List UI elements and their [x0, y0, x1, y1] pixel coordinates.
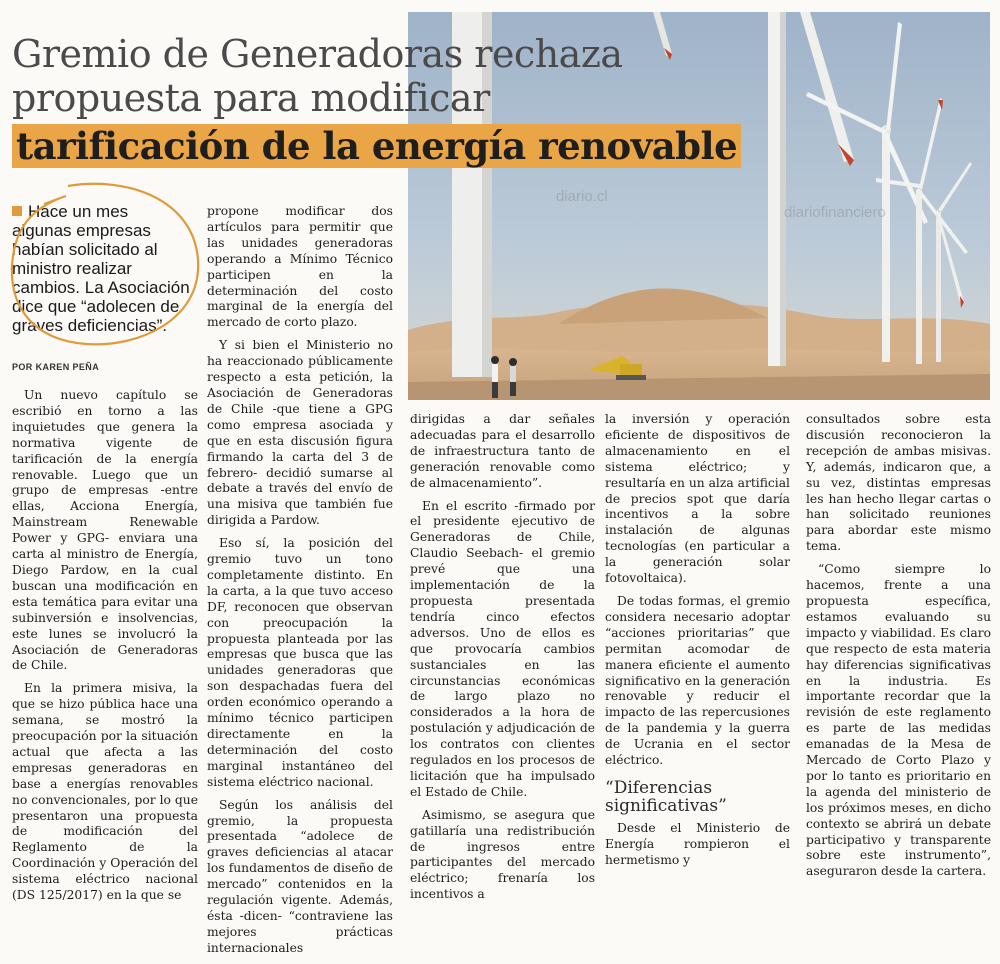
headline-line-2: propuesta para modificar: [12, 76, 490, 120]
paragraph: Asimismo, se asegura que gatillaría una redistribución de ingresos entre participantes del mercado eléctrico; frenaría los incentivos a: [410, 807, 595, 902]
paragraph: Y si bien el Ministerio no ha reaccionado públicamente respecto a esta petición, la Asociación de Generadoras de Chile -que tiene a GPG como empresa asociada y que en esta discusión figura firmando la carta del 3 de febrero- decidió sumarse al debate a través del envío de una misiva que también fue dirigida a Pardow.: [207, 338, 393, 528]
article-column-3: [410, 412, 595, 910]
deck-text: Hace un mes algunas empresas habían solicitado al ministro realizar cambios. La Asociación dice que “adolecen de graves deficiencias”.: [12, 202, 190, 335]
bullet-square-icon: [12, 206, 22, 216]
paragraph: En la primera misiva, la que se hizo pública hace una semana, se mostró la preocupación por la situación actual que afecta a las empresas generadoras en base a energías renovables no convencionales, por lo que presentaron una propuesta de modificación del Reglamento de la Coordinación y Operación del sistema eléctrico nacional (DS 125/2017) en la que se: [12, 681, 198, 903]
paragraph: En el escrito -firmado por el presidente ejecutivo de Generadoras de Chile, Claudio Seebach- el gremio prevé que una implementación de la propuesta presentada tendría cinco efectos adversos. Uno de ellos es que provocaría cambios sustanciales en las circunstancias económicas de largo plazo no considerados a la hora de postulación y adjudicación de los contratos con clientes regulados en los procesos de licitación que ha impulsado el Estado de Chile.: [410, 498, 595, 799]
article-column-2: [207, 204, 393, 964]
paragraph: consultados sobre esta discusión reconocieron la recepción de ambas misivas. Y, además, indicaron que, a su vez, distintas empresas les han hecho llegar cartas o han solicitado reuniones para abordar este mismo tema.: [806, 412, 991, 554]
paragraph: “Como siempre lo hacemos, frente a una propuesta específica, estamos evaluando su impacto y viabilidad. Es claro que respecto de esta materia hay diferencias significativas en la industria. Es importante recordar que la revisión de este reglamento es parte de las medidas emanadas de la Mesa de Mercado de Corto Plazo y por lo tanto es prioritario en la agenda del ministerio de los próximos meses, en dicho contexto se abrirá un debate participativo y transparente sobre este instrumento”, aseguraron desde la cartera.: [806, 562, 991, 879]
paragraph: la inversión y operación eficiente de dispositivos de almacenamiento en el sistema eléctrico; y resultaría en un alza artificial de precios spot que daría incentivos a la sobre instalación de algunas tecnologías (en particular a la generación solar fotovoltaica).: [605, 412, 790, 586]
paragraph: Desde el Ministerio de Energía rompieron el hermetismo y: [605, 820, 790, 867]
watermark-right: diariofinanciero: [784, 204, 886, 221]
byline: POR KAREN PEÑA: [12, 362, 100, 372]
article-column-5: [806, 412, 991, 887]
headline-highlighted: tarificación de la energía renovable: [12, 124, 741, 168]
paragraph: Según los análisis del gremio, la propuesta presentada “adolece de graves deficiencias al atacar los fundamentos de diseño de mercado” contenidos en la regulación vigente. Además, ésta -dicen- “contraviene las mejores prácticas internacionales: [207, 797, 393, 955]
watermark-left: diario.cl: [556, 188, 608, 205]
article-column-1: [12, 388, 198, 911]
subheading: “Diferencias significativas”: [605, 777, 727, 816]
paragraph: propone modificar dos artículos para permitir que las unidades generadoras operando a Mínimo Técnico participen en la determinación del costo marginal de la energía del mercado de corto plazo.: [207, 204, 393, 330]
paragraph: Un nuevo capítulo se escribió en torno a las inquietudes que genera la normativa vigente de tarificación de la energía renovable. Luego que un grupo de empresas -entre ellas, Acciona Energía, Mainstream Renewable Power y GPG- enviara una carta al ministro de Energía, Diego Pardow, en la cual buscan una modificación en esta temática para evitar una subinversión e insolvencias, este lunes se involucró la Asociación de Generadoras de Chile.: [12, 388, 198, 673]
headline: [12, 32, 738, 168]
paragraph: De todas formas, el gremio considera necesario adoptar “acciones prioritarias” que permitan acomodar de manera eficiente el aumento significativo en la generación renovable y reducir el impacto de las repercusiones de la pandemia y la guerra de Ucrania en el sector eléctrico.: [605, 593, 790, 768]
headline-line-1: Gremio de Generadoras rechaza: [12, 32, 623, 76]
paragraph: Eso sí, la posición del gremio tuvo un tono completamente distinto. En la carta, a la que tuvo acceso DF, reconocen que observan con preocupación la propuesta planteada por las empresas que busca que las unidades generadoras que son despachadas fuera del orden económico operando a mínimo técnico participen directamente en la determinación del costo marginal instantáneo del sistema eléctrico nacional.: [207, 536, 393, 789]
paragraph: dirigidas a dar señales adecuadas para el desarrollo de infraestructura tanto de generación renovable como de almacenamiento”.: [410, 412, 595, 490]
article-column-4: [605, 412, 790, 876]
deck: [12, 202, 192, 335]
